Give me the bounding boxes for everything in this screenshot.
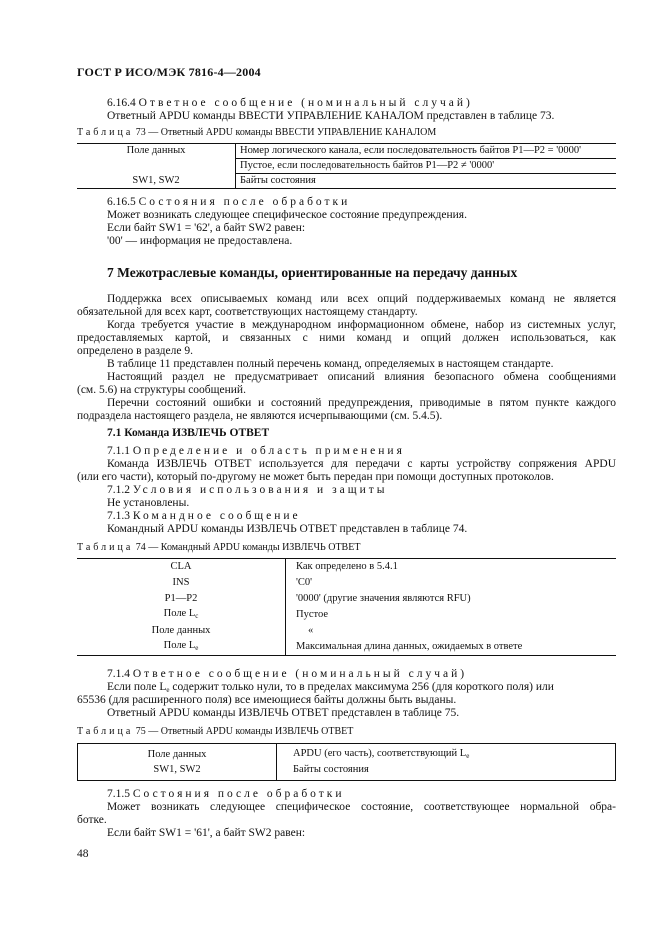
section-7-1-2-heading: 7.1.2 Условия использования и защиты (107, 484, 388, 496)
table-75-cell: Поле данных (78, 744, 277, 764)
paragraph: (или его части), который по-другому не может быть передан при помощи доступных протоколов. (77, 471, 554, 483)
section-6-16-4-text: Ответный APDU команды ВВЕСТИ УПРАВЛЕНИЕ КАНАЛОМ представлен в таблице 73. (107, 110, 555, 122)
paragraph: '00' — информация не предоставлена. (107, 235, 293, 247)
paragraph: Настоящий раздел не предусматривает описаний влияния безопасного обмена сообщениями (107, 371, 616, 383)
table-73-cell: SW1, SW2 (77, 174, 236, 189)
table-74-cell: 'C0' (286, 575, 617, 591)
table-75-caption: Таблица 75 — Ответный APDU команды ИЗВЛЕЧЬ ОТВЕТ (77, 726, 354, 737)
paragraph: Перечни состояний ошибки и состояний предупреждения, приводимые в пятом пункте каждого (107, 397, 616, 409)
page-number: 48 (77, 848, 89, 860)
table-74-cell: Поле $L_e$ (163, 639, 199, 652)
paragraph: подраздела настоящего раздела, не являются исчерпывающими (см. 5.4.5). (77, 410, 443, 422)
table-74-cell: INS (172, 576, 190, 588)
table-75-cell: SW1, SW2 (78, 763, 277, 781)
table-74-cell: Поле данных (151, 624, 211, 636)
section-7-1-1-heading: 7.1.1 Определение и область применения (107, 445, 405, 457)
table-74 (77, 558, 616, 656)
table-74-cell: '0000' (другие значения являются RFU) (286, 591, 617, 607)
paragraph: В таблице 11 представлен полный перечень команд, определяемых в настоящем стандарте. (107, 358, 554, 370)
paragraph: 65536 (для расширенного поля) все имеющиеся байты должны быть выданы. (77, 694, 457, 706)
paragraph: (см. 5.6) на структуры сообщений. (77, 384, 246, 396)
section-6-16-5-heading: 6.16.5 Состояния после обработки (107, 196, 351, 208)
paragraph: ботке. (77, 814, 107, 826)
paragraph: Не установлены. (107, 497, 190, 509)
table-73-cell: Номер логического канала, если последовательность байтов P1—P2 = '0000' (236, 144, 617, 159)
table-73 (77, 143, 616, 189)
paragraph: определено в разделе 9. (77, 345, 193, 357)
paragraph: предоставляемых картой, и связанных с ними команд и опций должен использоваться, как (77, 332, 616, 344)
table-74-cell: « (286, 623, 617, 639)
paragraph: Может возникать следующее специфическое состояние предупреждения. (107, 209, 467, 221)
paragraph: обязательной для всех карт, соответствующих настоящему стандарту. (77, 306, 418, 318)
table-75-cell: Байты состояния (293, 764, 369, 775)
table-75-cell: APDU (его часть), соответствующий $L_e$ (293, 748, 470, 760)
section-7-1-5-heading: 7.1.5 Состояния после обработки (107, 788, 345, 800)
paragraph: Если байт SW1 = '62', а байт SW2 равен: (107, 222, 306, 234)
table-74-cell: CLA (170, 560, 192, 572)
table-74-caption: Таблица 74 — Командный APDU команды ИЗВЛЕЧЬ ОТВЕТ (77, 542, 361, 553)
document-header: ГОСТ Р ИСО/МЭК 7816-4—2004 (77, 65, 261, 79)
table-74-cell: Поле $L_c$ (163, 607, 199, 620)
table-74-cell: Как определено в 5.4.1 (286, 559, 617, 575)
paragraph: Поддержка всех описываемых команд или всех опций поддерживаемых команд не является (107, 293, 616, 305)
section-6-16-4-heading: 6.16.4 Ответное сообщение (номинальный случай) (107, 97, 473, 109)
table-73-caption: Таблица 73 — Ответный APDU команды ВВЕСТИ УПРАВЛЕНИЕ КАНАЛОМ (77, 127, 437, 138)
section-7-heading: 7 Межотраслевые команды, ориентированные на передачу данных (107, 265, 518, 280)
table-73-cell: Поле данных (77, 144, 236, 174)
table-74-cell: Максимальная длина данных, ожидаемых в ответе (286, 639, 617, 656)
section-7-1-4-heading: 7.1.4 Ответное сообщение (номинальный случай) (107, 668, 468, 680)
paragraph: Если байт SW1 = '61', а байт SW2 равен: (107, 827, 306, 839)
section-7-1-heading: 7.1 Команда ИЗВЛЕЧЬ ОТВЕТ (107, 427, 270, 439)
table-75 (77, 743, 616, 781)
section-7-1-3-heading: 7.1.3 Командное сообщение (107, 510, 301, 522)
paragraph: Командный APDU команды ИЗВЛЕЧЬ ОТВЕТ представлен в таблице 74. (107, 523, 468, 535)
table-74-cell: P1—P2 (164, 592, 198, 604)
table-73-cell: Пустое, если последовательность байтов P1—P2 ≠ '0000' (240, 160, 495, 171)
paragraph: Если поле $L_e$ содержит только нули, то в пределах максимума 256 (для короткого поля) или (107, 681, 554, 694)
table-74-cell: Пустое (286, 607, 617, 623)
paragraph: Ответный APDU команды ИЗВЛЕЧЬ ОТВЕТ представлен в таблице 75. (107, 707, 460, 719)
paragraph: Команда ИЗВЛЕЧЬ ОТВЕТ используется для передачи с карты устройству сопряжения APDU (107, 458, 616, 470)
paragraph: Когда требуется участие в международном информационном обмене, набор из системных услуг, (107, 319, 616, 331)
table-73-cell: Байты состояния (236, 174, 617, 189)
paragraph: Может возникать следующее специфическое состояние, соответствующее нормальной обра- (107, 801, 616, 813)
